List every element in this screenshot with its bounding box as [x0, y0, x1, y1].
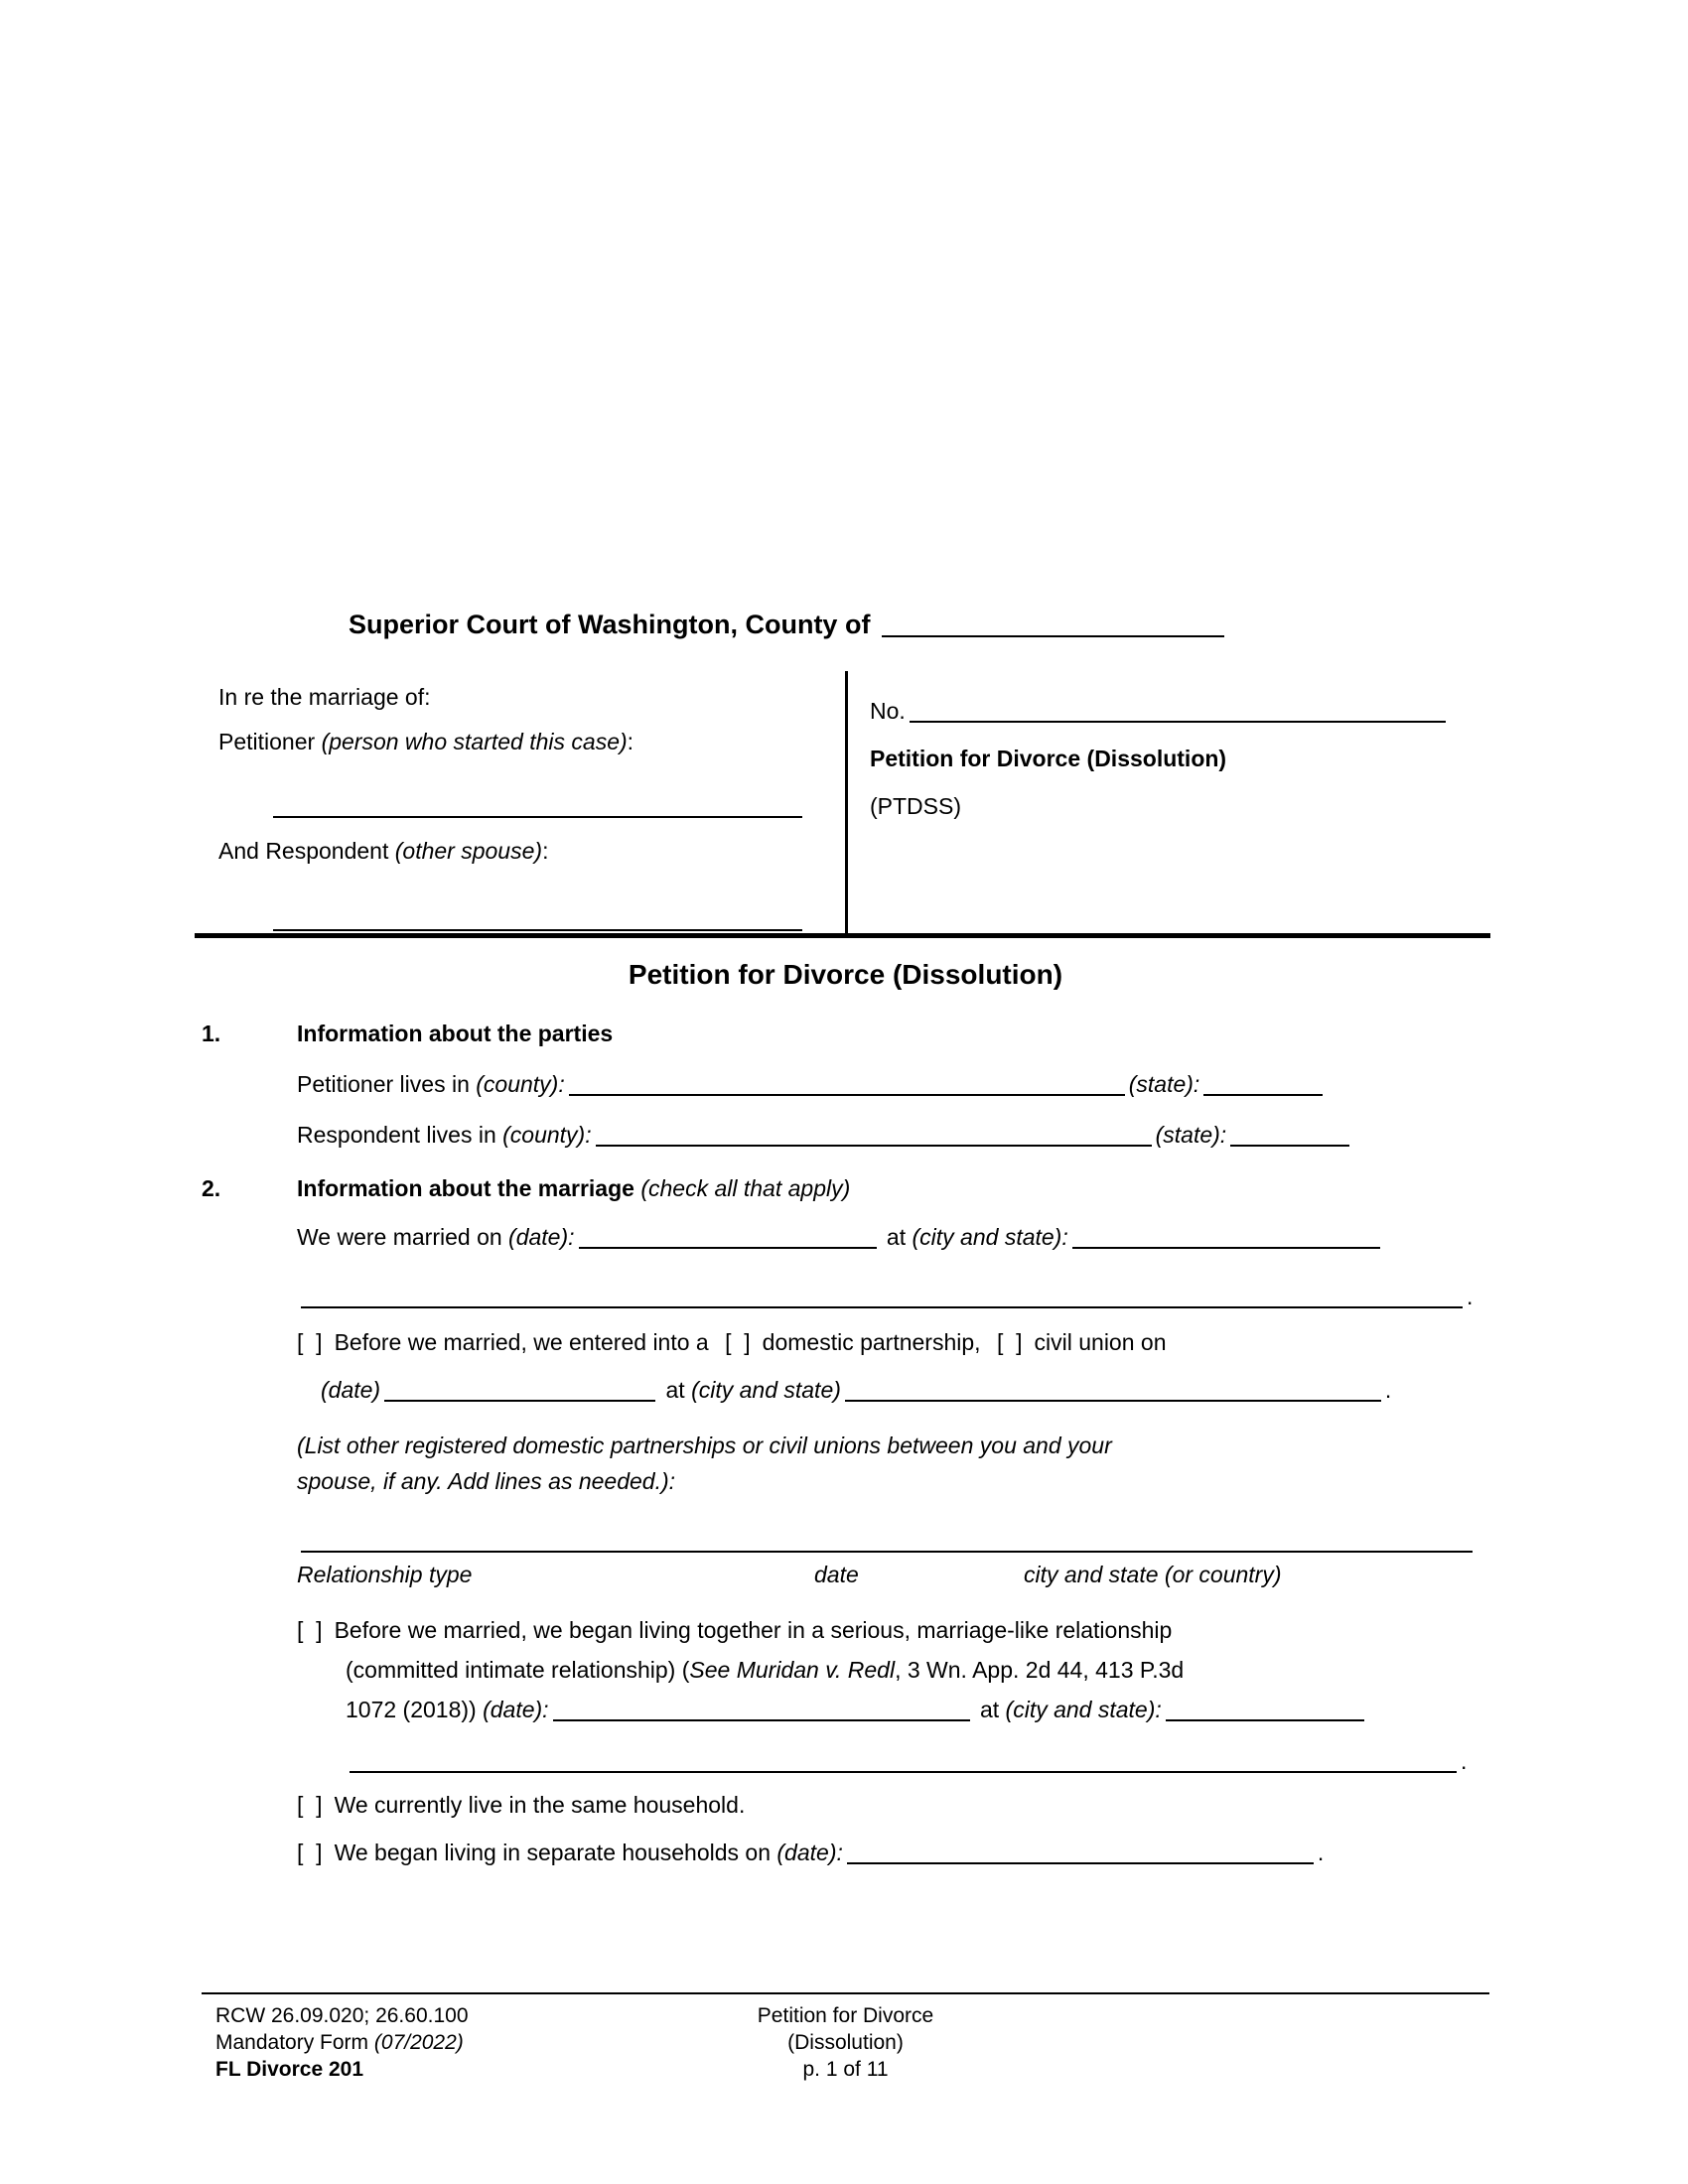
- document-title: Petition for Divorce (Dissolution): [628, 959, 1063, 990]
- cir-paragraph: [297, 1610, 1489, 1729]
- footer-rule: [202, 1992, 1489, 1994]
- case-caption: [202, 671, 1489, 933]
- civil-union-checkbox[interactable]: [ ]: [996, 1329, 1023, 1355]
- cir-text-3: , 3 Wn. App. 2d 44, 413 P.3d: [895, 1657, 1185, 1683]
- respondent-colon: :: [542, 838, 549, 864]
- same-household-text: We currently live in the same household.: [334, 1792, 746, 1818]
- prior-partnership-checkbox[interactable]: [ ]: [297, 1329, 323, 1355]
- section-2-body: [297, 1172, 1489, 1868]
- marriage-date-blank[interactable]: [579, 1247, 877, 1249]
- cir-checkbox[interactable]: [ ]: [297, 1617, 323, 1643]
- separation-date-blank[interactable]: [847, 1862, 1314, 1864]
- petitioner-state-blank[interactable]: [1203, 1094, 1323, 1096]
- prior-partnership-text: Before we married, we entered into a: [334, 1329, 716, 1355]
- list-note-line-1: (List other registered domestic partnerships or civil unions between you and your: [297, 1433, 1112, 1458]
- section-2-heading-hint: (check all that apply): [640, 1175, 851, 1201]
- partnership-date-blank[interactable]: [384, 1400, 655, 1402]
- marriage-continuation-blank[interactable]: [301, 1306, 1463, 1308]
- footer-rcw-citation: RCW 26.09.020; 26.60.100: [215, 2004, 469, 2027]
- date-label: (date):: [483, 1697, 549, 1722]
- respondent-label: And Respondent: [218, 838, 395, 864]
- city-state-label: (city and state): [691, 1377, 841, 1403]
- petitioner-line: [218, 726, 845, 757]
- relationship-list-blank[interactable]: [301, 1551, 1473, 1553]
- period: .: [1384, 1377, 1392, 1403]
- case-number-label: No.: [870, 698, 906, 724]
- section-1-number: 1.: [202, 1021, 221, 1046]
- respondent-state-blank[interactable]: [1230, 1145, 1349, 1147]
- domestic-partnership-text: domestic partnership,: [762, 1329, 987, 1355]
- section-2-number: 2.: [202, 1175, 221, 1201]
- respondent-line: [218, 835, 845, 867]
- marriage-city-state-blank[interactable]: [1072, 1247, 1380, 1249]
- list-note: [297, 1428, 1489, 1499]
- married-on-text: We were married on: [297, 1224, 509, 1250]
- at-text: at: [659, 1377, 692, 1403]
- cir-line-3: [297, 1690, 1489, 1729]
- prior-partnership-line: [297, 1326, 1489, 1358]
- separate-households-text: We began living in separate households on: [334, 1840, 777, 1865]
- respondent-hint: (other spouse): [394, 838, 543, 864]
- at-text: at: [880, 1224, 913, 1250]
- date-header: date: [814, 1562, 859, 1587]
- cir-city-state-blank[interactable]: [1166, 1719, 1364, 1721]
- city-state-label: (city and state):: [1005, 1697, 1162, 1722]
- footer-form-date: (07/2022): [373, 2031, 464, 2054]
- list-note-line-2: spouse, if any. Add lines as needed.):: [297, 1468, 676, 1494]
- section-1-heading: Information about the parties: [297, 1021, 614, 1046]
- court-title: [349, 608, 1489, 641]
- respondent-county-blank[interactable]: [596, 1145, 1152, 1147]
- petitioner-county-blank[interactable]: [569, 1094, 1125, 1096]
- period: .: [1461, 1748, 1468, 1774]
- same-household-line: [297, 1789, 1489, 1821]
- period: .: [1317, 1840, 1325, 1865]
- cir-text-2: (committed intimate relationship) (: [346, 1657, 690, 1683]
- case-number-blank[interactable]: [910, 721, 1446, 723]
- marriage-continuation-line: [297, 1281, 1489, 1312]
- caption-parties-column: [202, 671, 845, 933]
- partnership-city-state-blank[interactable]: [845, 1400, 1381, 1402]
- cir-line-1: [297, 1610, 1489, 1650]
- respondent-residence-text: Respondent lives in: [297, 1122, 503, 1148]
- at-text: at: [973, 1697, 1006, 1722]
- footer-doc-title: Petition for Divorce: [757, 2004, 934, 2027]
- petitioner-label: Petitioner: [218, 729, 322, 754]
- section-1-body: [297, 1018, 1489, 1151]
- footer-mandatory-form-text: Mandatory Form: [215, 2031, 374, 2054]
- respondent-residence-line: [297, 1119, 1489, 1151]
- civil-union-text: civil union on: [1034, 1329, 1167, 1355]
- date-label: (date): [321, 1377, 381, 1403]
- petitioner-colon: :: [627, 729, 634, 754]
- cir-text-1: Before we married, we began living together in a serious, marriage-like relationship: [334, 1617, 1173, 1643]
- in-re-line: In re the marriage of:: [218, 684, 431, 710]
- county-label: (county):: [476, 1071, 565, 1097]
- petitioner-name-blank[interactable]: [273, 816, 802, 818]
- county-label: (county):: [502, 1122, 592, 1148]
- date-label: (date):: [508, 1224, 575, 1250]
- city-state-label: (city and state):: [912, 1224, 1068, 1250]
- petitioner-residence-line: [297, 1068, 1489, 1100]
- date-label: (date):: [776, 1840, 843, 1865]
- document-body: [202, 608, 1489, 1868]
- footer-page-number: p. 1 of 11: [802, 2058, 889, 2081]
- cir-line-2: [297, 1650, 1489, 1690]
- city-state-header: city and state (or country): [1024, 1562, 1282, 1587]
- court-title-text: Superior Court of Washington, County of: [349, 610, 871, 639]
- same-household-checkbox[interactable]: [ ]: [297, 1792, 323, 1818]
- partnership-date-line: [297, 1374, 1489, 1406]
- county-blank[interactable]: [882, 635, 1224, 637]
- relationship-list-line: [297, 1525, 1489, 1557]
- marriage-date-line: [297, 1221, 1489, 1253]
- state-label: (state):: [1155, 1122, 1227, 1148]
- separate-households-line: [297, 1837, 1489, 1868]
- petitioner-name-row: [218, 791, 845, 821]
- respondent-name-blank[interactable]: [273, 929, 802, 931]
- section-2: [202, 1172, 1489, 1868]
- cir-date-blank[interactable]: [553, 1719, 970, 1721]
- petitioner-hint: (person who started this case): [321, 729, 628, 754]
- footer-body: [202, 2002, 1489, 2083]
- separate-households-checkbox[interactable]: [ ]: [297, 1840, 323, 1865]
- page-footer: [202, 1992, 1489, 2083]
- domestic-partnership-checkbox[interactable]: [ ]: [725, 1329, 751, 1355]
- caption-form-title: Petition for Divorce (Dissolution): [870, 746, 1227, 771]
- section-2-heading: [297, 1172, 1489, 1204]
- section-2-heading-text: Information about the marriage: [297, 1175, 641, 1201]
- case-number-line: [870, 695, 1489, 727]
- relationship-type-header: Relationship type: [297, 1562, 473, 1587]
- petitioner-residence-text: Petitioner lives in: [297, 1071, 477, 1097]
- period: .: [1467, 1284, 1474, 1309]
- case-citation: See Muridan v. Redl: [689, 1657, 896, 1683]
- footer-form-number: FL Divorce 201: [215, 2058, 364, 2081]
- section-1: [202, 1018, 1489, 1151]
- cir-continuation-blank[interactable]: [350, 1771, 1457, 1773]
- relationship-table-header: [297, 1559, 1489, 1594]
- respondent-name-row: [218, 904, 845, 934]
- footer-center: [202, 2002, 1489, 2083]
- footer-doc-subtitle: (Dissolution): [787, 2031, 904, 2054]
- cir-continuation-line: [297, 1745, 1489, 1777]
- caption-case-column: [845, 671, 1489, 933]
- caption-form-code: (PTDSS): [870, 793, 961, 819]
- cir-text-4: 1072 (2018)): [346, 1697, 484, 1722]
- state-label: (state):: [1128, 1071, 1200, 1097]
